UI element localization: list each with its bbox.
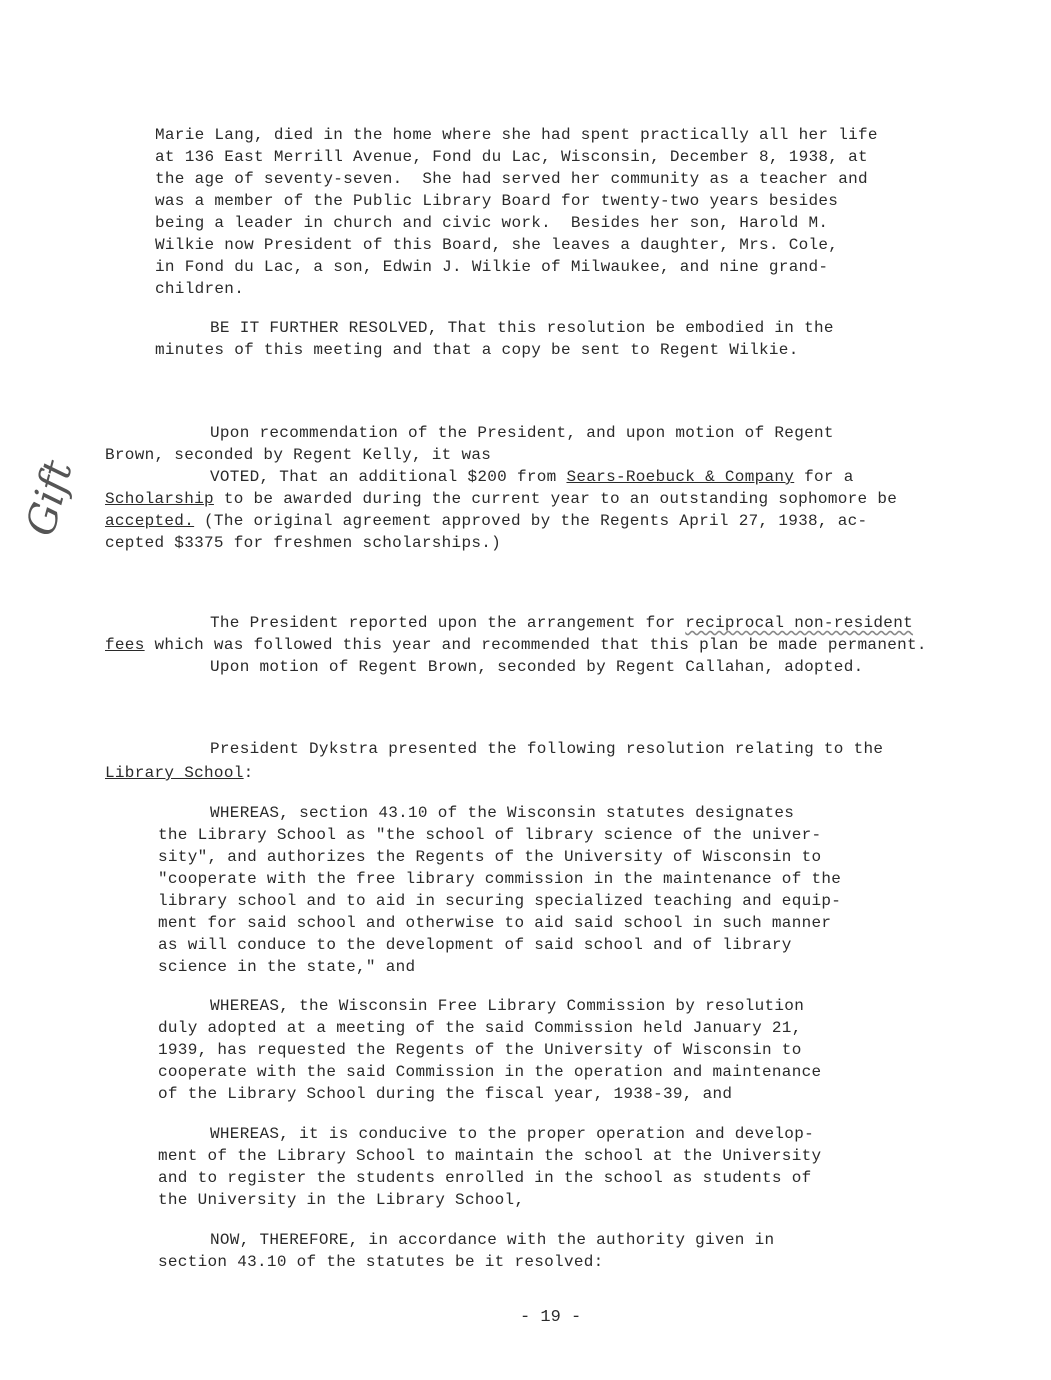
library-line-1: President Dykstra presented the following resolution relating to the <box>210 740 884 758</box>
scholarship-word: Scholarship <box>105 490 214 508</box>
company-name: Sears-Roebuck & Company <box>566 468 795 486</box>
fees-line-2-rest: which was followed this year and recommended that this plan be made permanent. <box>144 636 927 654</box>
scholarship-line-5 <box>105 511 867 531</box>
whereas2-line-3: 1939, has requested the Regents of the University of Wisconsin to <box>158 1041 802 1059</box>
para2-line-1: BE IT FURTHER RESOLVED, That this resolution be embodied in the <box>210 319 834 337</box>
whereas3-line-1: WHEREAS, it is conducive to the proper operation and develop- <box>210 1125 814 1143</box>
whereas1-line-2: the Library School as "the school of library science of the univer- <box>158 826 822 844</box>
scholarship-line-1: Upon recommendation of the President, and upon motion of Regent <box>210 424 834 442</box>
para1-line-5: being a leader in church and civic work. Besides her son, Harold M. <box>155 214 829 232</box>
whereas2-line-2: duly adopted at a meeting of the said Commission held January 21, <box>158 1019 802 1037</box>
whereas3-line-3: and to register the students enrolled in the school as students of <box>158 1169 812 1187</box>
para1-line-2: at 136 East Merrill Avenue, Fond du Lac, Wisconsin, December 8, 1938, at <box>155 148 868 166</box>
fees-line-2 <box>105 635 927 655</box>
scholarship-line-4 <box>105 489 897 509</box>
scholarship-line-5-rest: (The original agreement approved by the Regents April 27, 1938, ac- <box>194 512 868 530</box>
whereas3-line-2: ment of the Library School to maintain the school at the University <box>158 1147 822 1165</box>
voted-text: VOTED, That an additional $200 from <box>210 468 567 486</box>
reciprocal-fees-phrase: reciprocal non-resident <box>685 614 914 632</box>
fees-line-1-text: The President reported upon the arrangement for <box>210 614 686 632</box>
accepted-word: accepted. <box>105 512 195 530</box>
whereas2-line-1: WHEREAS, the Wisconsin Free Library Commission by resolution <box>210 997 805 1015</box>
library-school-heading: Library School <box>105 764 244 782</box>
scholarship-line-6: cepted $3375 for freshmen scholarships.) <box>105 534 502 552</box>
whereas3-line-4: the University in the Library School, <box>158 1191 525 1209</box>
para1-line-3: the age of seventy-seven. She had served her community as a teacher and <box>155 170 868 188</box>
fees-line-3: Upon motion of Regent Brown, seconded by Regent Callahan, adopted. <box>210 658 864 676</box>
scholarship-line-4-rest: to be awarded during the current year to an outstanding sophomore be <box>213 490 898 508</box>
whereas2-line-4: cooperate with the said Commission in the operation and maintenance <box>158 1063 822 1081</box>
scholarship-line-2: Brown, seconded by Regent Kelly, it was <box>105 446 492 464</box>
handwritten-margin-note: Gift <box>17 455 82 541</box>
now-therefore-line-1: NOW, THEREFORE, in accordance with the authority given in <box>210 1231 775 1249</box>
scholarship-line-3 <box>210 467 854 487</box>
fees-word: fees <box>105 636 145 654</box>
now-therefore-line-2: section 43.10 of the statutes be it resolved: <box>158 1253 604 1271</box>
fees-line-1 <box>210 613 913 633</box>
para1-line-8: children. <box>155 280 245 298</box>
para1-line-7: in Fond du Lac, a son, Edwin J. Wilkie of Milwaukee, and nine grand- <box>155 258 829 276</box>
whereas1-line-8: science in the state," and <box>158 958 416 976</box>
whereas1-line-1: WHEREAS, section 43.10 of the Wisconsin statutes designates <box>210 804 795 822</box>
library-colon: : <box>243 764 254 782</box>
whereas1-line-6: ment for said school and otherwise to aid said school in such manner <box>158 914 832 932</box>
para2-line-2: minutes of this meeting and that a copy be sent to Regent Wilkie. <box>155 341 799 359</box>
para1-line-6: Wilkie now President of this Board, she leaves a daughter, Mrs. Cole, <box>155 236 839 254</box>
voted-text-end: for a <box>794 468 854 486</box>
library-line-2 <box>105 763 254 783</box>
whereas1-line-3: sity", and authorizes the Regents of the University of Wisconsin to <box>158 848 822 866</box>
para1-line-1: Marie Lang, died in the home where she had spent practically all her life <box>155 126 878 144</box>
para1-line-4: was a member of the Public Library Board for twenty-two years besides <box>155 192 839 210</box>
whereas2-line-5: of the Library School during the fiscal year, 1938-39, and <box>158 1085 733 1103</box>
whereas1-line-4: "cooperate with the free library commission in the maintenance of the <box>158 870 842 888</box>
whereas1-line-7: as will conduce to the development of said school and of library <box>158 936 792 954</box>
whereas1-line-5: library school and to aid in securing specialized teaching and equip- <box>158 892 842 910</box>
page-number: - 19 - <box>520 1308 582 1327</box>
